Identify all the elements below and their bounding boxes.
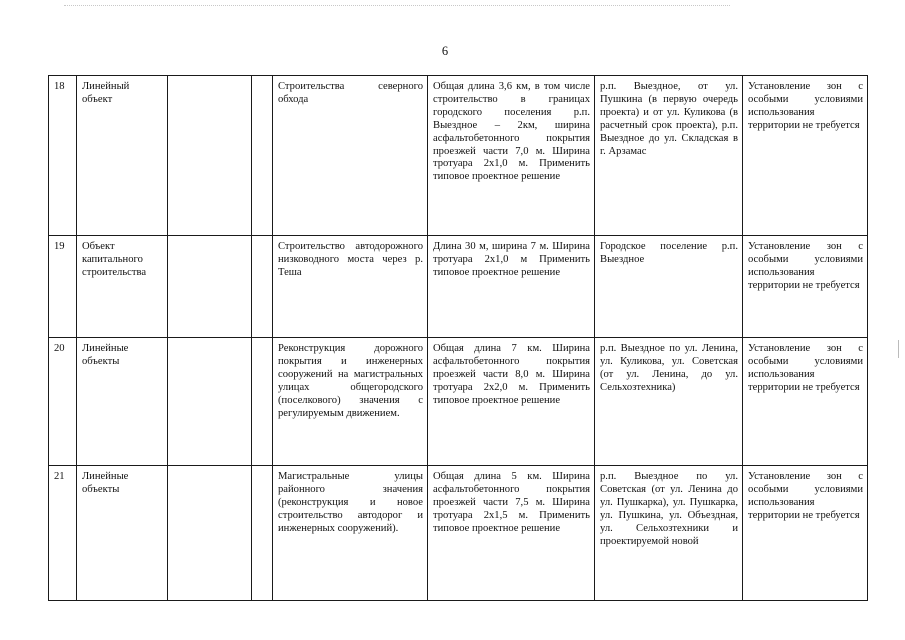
empty-cell: [252, 76, 273, 236]
row-number: 21: [49, 466, 77, 601]
object-type: Линейные объекты: [77, 466, 168, 601]
empty-cell: [252, 236, 273, 338]
table-row: [49, 236, 868, 338]
row-number: 20: [49, 338, 77, 466]
empty-cell: [252, 466, 273, 601]
object-type: Линейный объект: [77, 76, 168, 236]
page-number: 6: [441, 44, 449, 58]
planning-objects-table: [48, 75, 868, 601]
empty-cell: [168, 76, 252, 236]
empty-cell: [168, 466, 252, 601]
zones-note: Установление зон с особыми условиями использования территории не требуется: [743, 466, 868, 601]
object-type: Линейные объекты: [77, 338, 168, 466]
object-location: р.п. Выездное, от ул. Пушкина (в первую очередь проекта) и от ул. Куликова (в расчетный срок проекта), р.п. Выездное до ул. Складская в г. Арзамас: [595, 76, 743, 236]
zones-note: Установление зон с особыми условиями использования территории не требуется: [743, 338, 868, 466]
top-edge-rule: [64, 5, 730, 6]
object-parameters: Общая длина 5 км. Ширина асфальтобетонного покрытия проезжей части 7,5 м. Ширина тротуара 2х1,5 м. Применить типовое проектное решение: [428, 466, 595, 601]
row-number: 19: [49, 236, 77, 338]
margin-mark: [898, 340, 899, 358]
object-name: Магистральные улицы районного значения (реконструкция и новое строительство автодорог и инженерных сооружений).: [273, 466, 428, 601]
object-name: Реконструкция дорожного покрытия и инженерных сооружений на магистральных улицах общегородского (поселкового) значения с регулируемым движением.: [273, 338, 428, 466]
object-parameters: Общая длина 7 км. Ширина асфальтобетонного покрытия проезжей части 8,0 м. Ширина тротуара 2х2,0 м. Применить типовое проектное решение: [428, 338, 595, 466]
object-name: Строительства северного обхода: [273, 76, 428, 236]
object-type: Объект капитального строительства: [77, 236, 168, 338]
empty-cell: [252, 338, 273, 466]
object-name: Строительство автодорожного низководного моста через р. Теша: [273, 236, 428, 338]
table-row: [49, 76, 868, 236]
object-location: р.п. Выездное по ул. Ленина, ул. Куликова, ул. Советская (от ул. Ленина, до ул. Сельхозтехника): [595, 338, 743, 466]
zones-note: Установление зон с особыми условиями использования территории не требуется: [743, 76, 868, 236]
empty-cell: [168, 236, 252, 338]
zones-note: Установление зон с особыми условиями использования территории не требуется: [743, 236, 868, 338]
empty-cell: [168, 338, 252, 466]
table-row: [49, 466, 868, 601]
object-parameters: Общая длина 3,6 км, в том числе строительство в границах городского поселения р.п. Выездное – 2км, ширина асфальтобетонного покрытия проезжей части 7,0 м. Ширина тротуара 2х1,0 м. Применить типовое проектное решение: [428, 76, 595, 236]
object-location: Городское поселение р.п. Выездное: [595, 236, 743, 338]
table-row: [49, 338, 868, 466]
object-location: р.п. Выездное по ул. Советская (от ул. Ленина до ул. Пушкарка), ул. Пушкарка, ул. Пушкина, ул. Объездная, ул. Сельхозтехники и проектируемой новой: [595, 466, 743, 601]
object-parameters: Длина 30 м, ширина 7 м. Ширина тротуара 2х1,0 м Применить типовое проектное решение: [428, 236, 595, 338]
row-number: 18: [49, 76, 77, 236]
